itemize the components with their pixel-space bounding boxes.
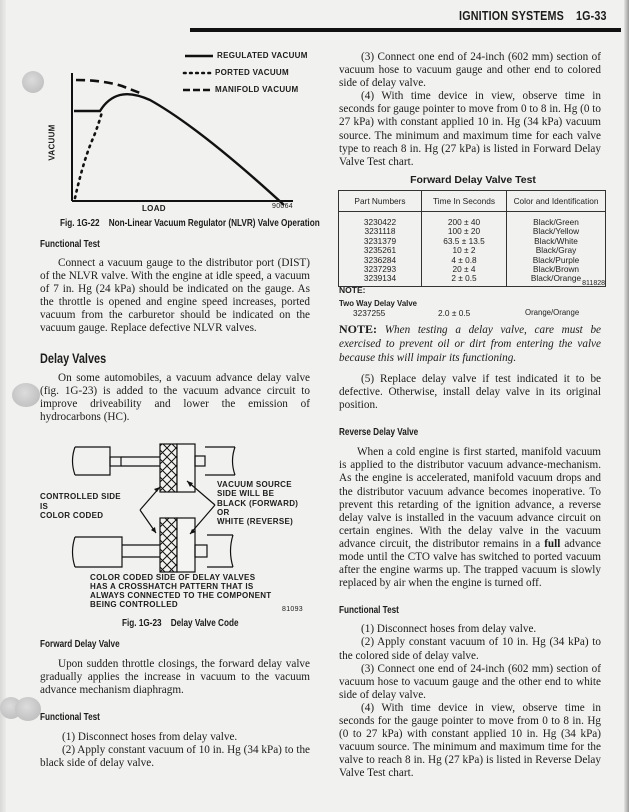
figure-1g-22-caption <box>60 217 320 229</box>
figure-1g-23-caption <box>122 617 239 629</box>
section-title: IGNITION SYSTEMS <box>459 9 565 23</box>
figure-code: 81093 <box>282 606 303 613</box>
reverse-functional-test-heading: Functional Test <box>339 604 399 617</box>
label-line: SIDE WILL BE <box>217 489 275 499</box>
label-color-coded-side <box>90 573 271 609</box>
forward-step-3: (3) Connect one end of 24-inch (602 mm) section of vacuum hose to vacuum gauge and other end to colored side of delay valve. <box>339 51 601 90</box>
legend-regulated: REGULATED VACUUM <box>217 51 308 60</box>
two-way-time: 2.0 ± 0.5 <box>438 308 471 318</box>
caution-note <box>339 322 601 365</box>
part-number: 3235261 <box>363 245 397 256</box>
time-value: 10 ± 2 <box>452 245 476 256</box>
label-line: BEING CONTROLLED <box>90 600 178 609</box>
two-way-color: Orange/Orange <box>525 308 580 317</box>
left-column-lower <box>40 638 310 771</box>
header-rule <box>190 28 621 32</box>
col-time: Time In Seconds <box>422 191 507 212</box>
color-value: Black/Orange <box>530 273 582 284</box>
table-code: 811828 <box>582 280 605 287</box>
functional-test-paragraph: Connect a vacuum gauge to the distributor port (DIST) of the NLVR valve. With the engine at idle speed, a vacuum of 7 in. Hg (24 kPa) should be indicated on the gauge. As the throttle is opened and engine speed increases, ported vacuum from the carburetor should be indicated on the vacuum gauge. Replace defective NLVR valves. <box>40 257 310 335</box>
caption-text: Delay Valve Code <box>170 617 239 629</box>
reverse-step-3: (3) Connect one end of 24-inch (602 mm) section of vacuum hose to vacuum gauge and the other end to white side of delay valve. <box>339 662 601 701</box>
col-part-numbers: Part Numbers <box>339 191 422 212</box>
caption-number: Fig. 1G-23 <box>122 617 162 629</box>
two-way-part: 3237255 <box>353 308 386 318</box>
color-value: Black/Brown <box>532 264 580 275</box>
time-value: 63.5 ± 13.5 <box>443 235 485 246</box>
two-way-label: Two Way Delay Valve <box>339 299 418 308</box>
forward-delay-valve-heading: Forward Delay Valve <box>40 638 120 650</box>
note-text: When testing a delay valve, care must be exercised to prevent oil or dirt from entering the valve because this will impair its functioning. <box>339 324 601 364</box>
table-header-row <box>339 191 606 212</box>
label-line: CONTROLLED SIDE <box>40 492 121 501</box>
part-number: 3239134 <box>363 273 397 284</box>
note-label: NOTE: <box>339 322 378 336</box>
forward-step-2: (2) Apply constant vacuum of 10 in. Hg (34 kPa) to the black side of delay valve. <box>40 744 310 770</box>
color-cell <box>507 212 606 287</box>
figure-1g-22 <box>40 48 320 218</box>
table-body <box>339 212 606 287</box>
table-title: Forward Delay Valve Test <box>410 174 536 186</box>
page-edge-right <box>624 0 629 812</box>
time-value: 100 ± 20 <box>447 226 481 237</box>
legend-manifold: MANIFOLD VACUUM <box>215 85 299 94</box>
label-line: OR <box>217 507 230 517</box>
punch-hole-middle <box>12 383 40 407</box>
label-line: ALWAYS CONNECTED TO THE COMPONENT <box>90 591 272 600</box>
time-value: 20 ± 4 <box>452 264 476 275</box>
time-value: 2 ± 0.5 <box>451 273 477 284</box>
forward-functional-test-heading: Functional Test <box>40 711 100 724</box>
page-header <box>459 9 607 23</box>
table-note-label: NOTE: <box>339 285 366 295</box>
color-value: Black/White <box>534 235 578 246</box>
delay-valves-heading: Delay Valves <box>40 349 107 366</box>
forward-step-1: (1) Disconnect hoses from delay valve. <box>62 731 238 744</box>
text-run: advance mode until the CTO valve has switched to ported vacuum after the engine warms up. The trapped vacuum is slowly replaced by air when the engine is turned off. <box>339 537 601 590</box>
page-edge-left <box>0 0 6 812</box>
forward-step-4: (4) With time device in view, observe time in seconds for gauge pointer to move from 0 to 8 in. Hg (0 to 27 kPa) with constant applied 10 in. Hg (34 kPa) vacuum source. The minimum and maximum time for each valve type to reach 8 in. Hg (27 kPa) is listed in Forward Delay Valve Test chart. <box>339 90 601 168</box>
color-value: Black/Purple <box>532 254 580 265</box>
time-value: 200 ± 40 <box>447 217 481 227</box>
y-axis-label: VACUUM <box>47 124 57 161</box>
label-line: COLOR CODED SIDE OF DELAY VALVES <box>90 573 256 582</box>
part-number: 3236284 <box>363 254 397 265</box>
x-axis-label: LOAD <box>142 204 166 213</box>
page-number: 1G-33 <box>576 9 607 23</box>
delay-valves-paragraph: On some automobiles, a vacuum advance delay valve (fig. 1G-23) is added to the vacuum advance circuit to improve driveability and lower the emission of hydrocarbons (HC). <box>40 371 310 423</box>
time-cell <box>422 212 507 287</box>
label-controlled-side <box>40 492 121 521</box>
reverse-delay-paragraph <box>339 446 601 590</box>
left-column-upper <box>40 238 310 424</box>
legend-ported: PORTED VACUUM <box>215 68 289 77</box>
figure-1g-23 <box>40 430 320 620</box>
forward-delay-paragraph: Upon sudden throttle closings, the forward delay valve gradually applies the increase in vacuum to the vacuum advance mechanism diaphragm. <box>40 658 310 697</box>
color-value: Black/Gray <box>535 245 577 256</box>
forward-delay-valve-table <box>338 190 606 287</box>
label-line: COLOR CODED <box>40 511 104 520</box>
bold-run: full <box>544 537 561 550</box>
col-color: Color and Identification <box>507 191 606 212</box>
label-line: VACUUM SOURCE <box>217 480 292 489</box>
functional-test-heading: Functional Test <box>40 238 100 250</box>
part-number-cell <box>339 212 422 287</box>
time-value: 4 ± 0.8 <box>451 254 477 265</box>
caption-text: Non-Linear Vacuum Regulator (NLVR) Valve Operation <box>108 217 320 229</box>
part-number: 3237293 <box>363 264 397 275</box>
step-5: (5) Replace delay valve if test indicated it to be defective. Otherwise, install delay valve in its original position. <box>339 373 601 412</box>
reverse-delay-valve-heading: Reverse Delay Valve <box>339 426 419 439</box>
part-number: 3231379 <box>363 235 397 246</box>
color-value: Black/Green <box>533 217 579 227</box>
right-column-lower <box>339 322 601 780</box>
figure-code: 90064 <box>272 203 293 210</box>
label-line: BLACK (FORWARD) <box>217 498 299 508</box>
part-number: 3230422 <box>363 217 397 227</box>
label-line: HAS A CROSSHATCH PATTERN THAT IS <box>90 582 254 591</box>
right-column-upper <box>339 51 601 169</box>
reverse-step-2: (2) Apply constant vacuum of 10 in. Hg (34 kPa) to the colored side of delay valve. <box>339 636 601 662</box>
color-value: Black/Yellow <box>532 226 580 237</box>
caption-number: Fig. 1G-22 <box>60 217 100 229</box>
reverse-step-4: (4) With time device in view, observe time in seconds for the gauge pointer to move from 0 to 8 in. Hg (0 to 27 kPa) with constant applied 10 in. Hg (34 kPa) vacuum source. The minimum and maximum time for the valve to reach 8 in. Hg (27 kPa) is listed in Reverse Delay Valve Test chart. <box>339 701 601 780</box>
reverse-step-1: (1) Disconnect hoses from delay valve. <box>361 623 537 636</box>
label-vacuum-source <box>217 480 298 526</box>
label-line: WHITE (REVERSE) <box>217 517 294 527</box>
part-number: 3231118 <box>364 226 396 237</box>
label-line: IS <box>40 501 49 511</box>
text-run: When a cold engine is first started, manifold vacuum is applied to the distributor vacuum advance-mechanism. As the engine is accelerated, manifold vacuum drops and the distributor vacuum advance becomes inoperative. To prevent this retarding of the ignition advance, a reverse delay valve is installed in the vacuum advance circuit on certain engines. With the delay valve in the vacuum advance circuit, the distributor remains in a <box>339 446 601 550</box>
punch-hole-bottom-2 <box>15 697 41 721</box>
